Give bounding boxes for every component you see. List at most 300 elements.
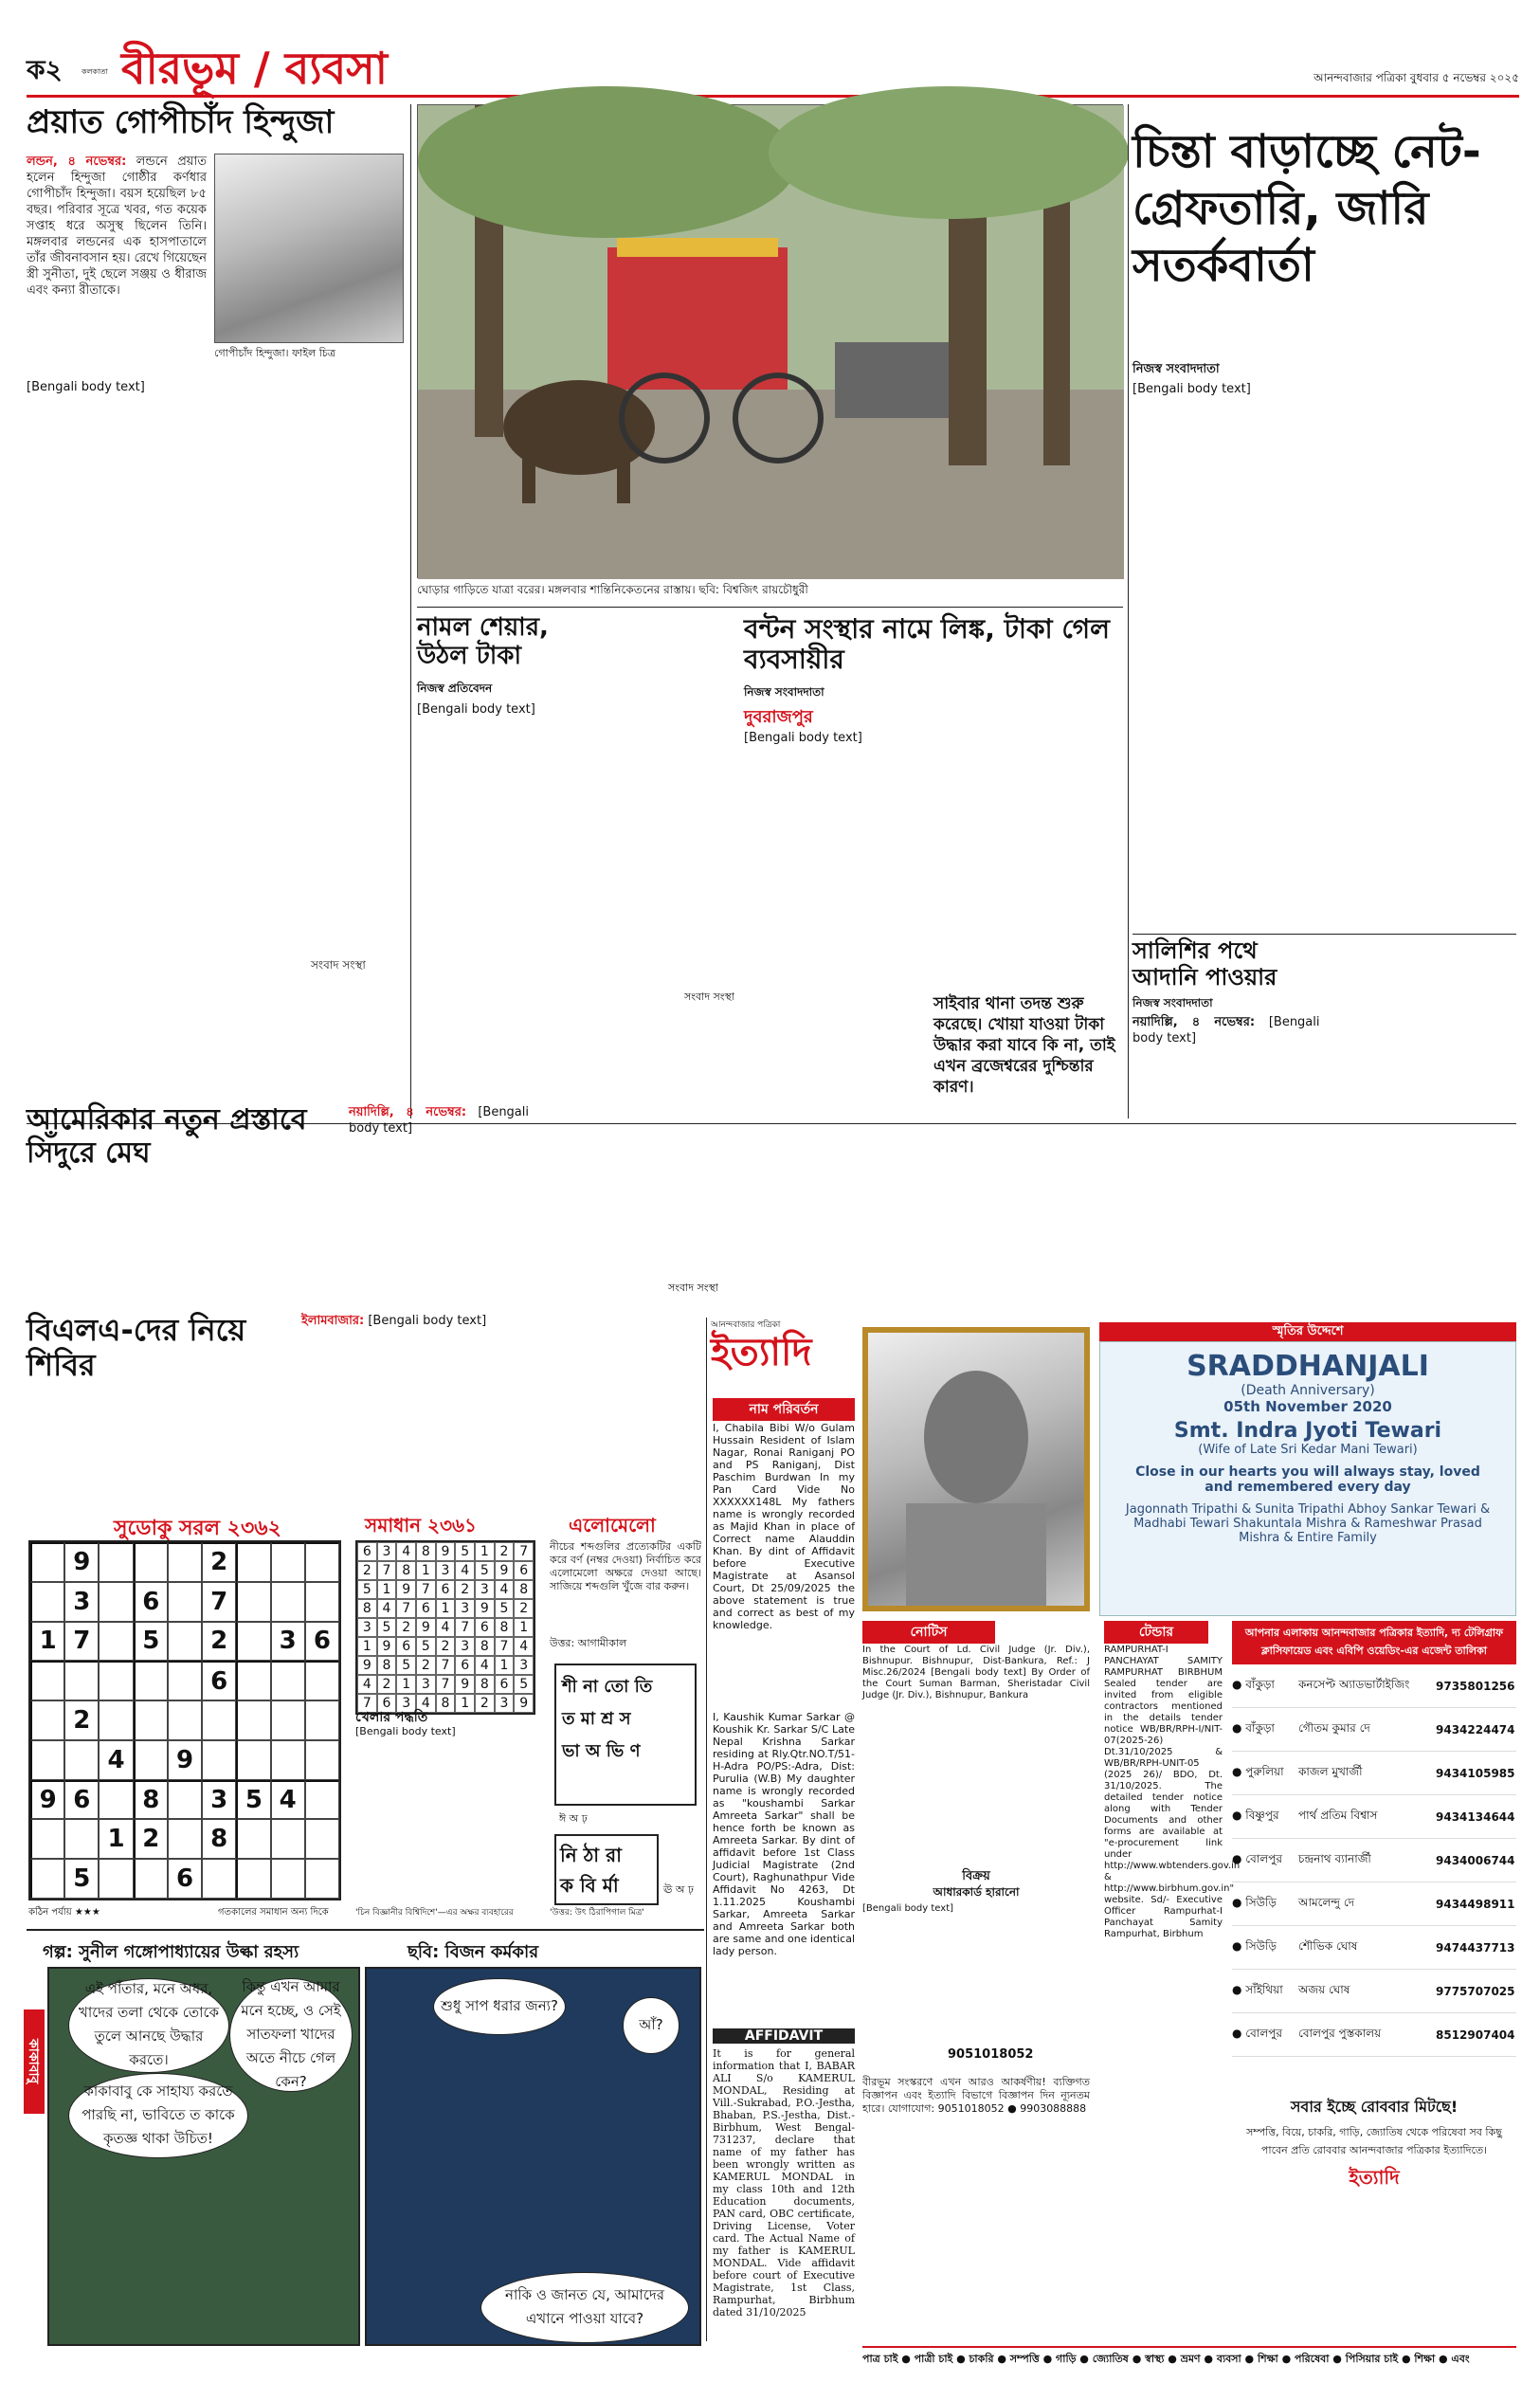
sudoku-cell: [271, 1740, 305, 1780]
agent-name: কাজল মুখার্জী: [1298, 1764, 1363, 1778]
jumble-box-5: ক বি র্মা: [560, 1874, 619, 1897]
hinduja-photo: [214, 154, 404, 343]
link-pullquote: সাইবার থানা তদন্ত শুরু করেছে। খোয়া যাওয়া টাকা উদ্ধার করা যাবে কি না, তাই এখন ব্রজেশ্বরের দুশ্চিন্তার কারণ।: [933, 994, 1115, 1098]
sudoku-cell: 6: [202, 1661, 236, 1700]
comic-bubble-3: কাকাবাবু কে সাহায্য করতে পারছি না, ভাবিতে ত কাকে কৃতজ্ঞ থাকা উচিত!: [68, 2073, 248, 2158]
tender-title: টেন্ডার: [1104, 1621, 1208, 1644]
bla-body: [301, 1313, 690, 1502]
hinduja-signoff: সংবাদ সংস্থা: [311, 958, 366, 972]
solution-cell: 5: [377, 1618, 397, 1637]
solution-cell: 1: [396, 1675, 416, 1694]
solution-cell: 2: [475, 1694, 495, 1713]
solution-cell: 3: [396, 1694, 416, 1713]
agent-name: পার্থ প্রতিম বিশ্বাস: [1298, 1808, 1378, 1822]
sudoku-cell: [271, 1700, 305, 1740]
solution-cell: 6: [475, 1618, 495, 1637]
sudoku-cell: 4: [271, 1780, 305, 1820]
solution-cell: 9: [436, 1542, 456, 1561]
solution-cell: 9: [514, 1694, 534, 1713]
rules-text: [Bengali body text]: [355, 1725, 456, 1737]
solution-cell: 1: [436, 1599, 456, 1618]
sudoku-cell: 8: [134, 1780, 168, 1820]
sudoku-cell: [202, 1859, 236, 1899]
sudoku-cell: [134, 1700, 168, 1740]
memorial-portrait: [862, 1327, 1090, 1611]
agent-place: ● বিষ্ণুপুর: [1232, 1808, 1279, 1822]
sudoku-grid: [28, 1540, 341, 1900]
solution-cell: 9: [475, 1599, 495, 1618]
sudoku-cell: 1: [99, 1819, 133, 1859]
solution-cell: 2: [396, 1618, 416, 1637]
agent-row: [1232, 1882, 1516, 1926]
solution-cell: 6: [455, 1656, 475, 1675]
sudoku-cell: 8: [202, 1819, 236, 1859]
solution-cell: 7: [416, 1580, 436, 1599]
jumble-sign-1: ঈ অ ঢ়: [559, 1812, 588, 1825]
share-story: [417, 614, 734, 1003]
hinduja-intro: [27, 154, 207, 372]
agent-row: [1232, 1926, 1516, 1970]
solution-cell: 4: [396, 1542, 416, 1561]
net-body: [Bengali body text]: [1132, 382, 1251, 396]
notice-text: In the Court of Ld. Civil Judge (Jr. Div.), Bishnupur. Bishnupur, Dist-Bankura, Ref.: J Misc.26/2024 [Bengali body text] By Order of the Court Suman Barman, Sheristadar Civil Judge (Jr. Div.), Bishnupur, Bankura: [862, 1645, 1090, 1700]
sudoku-cell: 9: [30, 1780, 64, 1820]
salish-story: [1132, 938, 1516, 1118]
bla-body-text: [Bengali body text]: [368, 1314, 487, 1328]
solution-cell: 8: [416, 1542, 436, 1561]
solution-cell: 7: [377, 1561, 397, 1580]
sudoku-cell: [168, 1700, 202, 1740]
solution-cell: 6: [436, 1580, 456, 1599]
agent-place: ● বোলপুর: [1232, 2026, 1283, 2040]
sudoku-sign-label: কঠিন পর্যায়: [28, 1907, 72, 1918]
sudoku-cell: [134, 1740, 168, 1780]
notice-title: নোটিস: [862, 1621, 995, 1644]
solution-cell: 1: [377, 1580, 397, 1599]
sudoku-cell: [305, 1542, 339, 1582]
salish-byline: নিজস্ব সংবাদদাতা: [1132, 996, 1213, 1009]
agent-row: [1232, 1839, 1516, 1882]
comic-bubble-1: এই পাঁতার, মনে অধর, খাদের তলা থেকে তোকে তুলে আনছে উদ্ধার করতে।: [68, 1978, 229, 2073]
agent-phone: 9434134644: [1436, 1809, 1515, 1824]
sudoku-sign-stars: ★★★: [74, 1907, 100, 1918]
bla-story: [27, 1313, 690, 1502]
memorial-family: Jagonnath Tripathi & Sunita Tripathi Abhoy Sankar Tewari & Madhabi Tewari Shakuntala Mishra & Rameshwar Prasad Mishra & Entire Family: [1125, 1502, 1491, 1545]
agents-panel: [1232, 1621, 1516, 2341]
solution-cell: 8: [436, 1694, 456, 1713]
america-signoff: সংবাদ সংস্থা: [667, 1282, 718, 1294]
solution-cell: 4: [475, 1656, 495, 1675]
solution-cell: 4: [416, 1694, 436, 1713]
rules-title: খেলার পদ্ধতি: [355, 1710, 428, 1725]
hinduja-headline: প্রয়াত গোপীচাঁদ হিন্দুজা: [27, 103, 335, 141]
sudoku-cell: 1: [30, 1622, 64, 1662]
jumble-box-3: ভা অ ভি ণ: [562, 1741, 641, 1762]
agent-phone: 9434498911: [1436, 1897, 1515, 1911]
main-photo-caption: ঘোড়ার গাড়িতে যাত্রা বরের। মঙ্গলবার শান্তিনিকেতনের রাস্তায়। ছবি: বিশ্বজিৎ রায়চৌধুরী: [417, 583, 808, 596]
agent-phone: 9434224474: [1436, 1722, 1515, 1736]
comic-title: গল্প: সুনীল গঙ্গোপাধ্যায়ের উল্কা রহস্য: [43, 1942, 299, 1962]
solution-cell: 3: [436, 1561, 456, 1580]
agent-phone: 9434105985: [1436, 1766, 1515, 1780]
sudoku-cell: [305, 1740, 339, 1780]
solution-cell: 7: [436, 1675, 456, 1694]
agent-row: [1232, 1970, 1516, 2013]
sudoku-cell: 7: [202, 1582, 236, 1622]
link-byline: নিজস্ব সংবাদদাতা: [744, 685, 824, 699]
sudoku-cell: [202, 1700, 236, 1740]
solution-cell: 5: [416, 1637, 436, 1656]
sudoku-cell: 2: [202, 1622, 236, 1662]
jumble-box-2: ত মা শ্র স: [562, 1709, 631, 1730]
share-signoff: সংবাদ সংস্থা: [683, 991, 734, 1003]
sudoku-cell: 5: [64, 1859, 99, 1899]
agent-name: চন্দ্রনাথ ব্যানার্জী: [1298, 1851, 1371, 1865]
sudoku-cell: [30, 1582, 64, 1622]
solution-cell: 4: [455, 1561, 475, 1580]
sudoku-cell: 6: [64, 1780, 99, 1820]
solution-cell: 9: [377, 1637, 397, 1656]
sudoku-cell: 6: [305, 1622, 339, 1662]
solution-cell: 2: [377, 1675, 397, 1694]
sudoku-cell: [236, 1859, 270, 1899]
solution-cell: 4: [436, 1618, 456, 1637]
hinduja-story: [27, 104, 406, 1123]
sudoku-cell: [99, 1700, 133, 1740]
bla-dateline: ইলামবাজার:: [301, 1314, 365, 1328]
agent-place: ● সাঁইথিয়া: [1232, 1982, 1283, 1996]
sudoku-cell: [271, 1819, 305, 1859]
solution-cell: 9: [396, 1580, 416, 1599]
solution-cell: 5: [396, 1656, 416, 1675]
sudoku-cell: [305, 1859, 339, 1899]
solution-cell: 2: [357, 1561, 377, 1580]
sudoku-cell: [99, 1582, 133, 1622]
sudoku-cell: [134, 1859, 168, 1899]
agent-name: বোলপুর পুস্তকালয়: [1298, 2026, 1382, 2040]
solution-cell: 5: [357, 1580, 377, 1599]
solution-cell: 6: [377, 1694, 397, 1713]
sudoku-cell: [168, 1819, 202, 1859]
net-byline: নিজস্ব সংবাদদাতা: [1132, 362, 1220, 376]
sudoku-cell: 3: [202, 1780, 236, 1820]
solution-cell: 6: [396, 1637, 416, 1656]
agent-place: ● বাঁকুড়া: [1232, 1720, 1275, 1735]
sudoku-cell: [168, 1582, 202, 1622]
solution-cell: 1: [495, 1656, 515, 1675]
hinduja-dateline: লন্ডন, ৪ নভেম্বর:: [27, 155, 127, 169]
comic-panel-1: [47, 1967, 360, 2346]
jumble-intro: নীচের শব্দগুলির প্রত্যেকটির একটি করে বর্ণ (নম্বর দেওয়া) নির্বাচিত করে এলোমেলো অক্ষরে দেওয়া আছে। সাজিয়ে শব্দগুলি খুঁজে বার করুন।: [550, 1540, 701, 1592]
link-body: [Bengali body text]: [744, 731, 862, 745]
america-headline: আমেরিকার নতুন প্রস্তাবে সিঁদুরে মেঘ: [27, 1103, 307, 1170]
agent-place: ● বাঁকুড়া: [1232, 1677, 1275, 1691]
sudoku-cell: [134, 1542, 168, 1582]
solution-cell: 7: [495, 1637, 515, 1656]
solution-cell: 1: [455, 1694, 475, 1713]
salish-body: [1132, 1014, 1516, 1118]
solution-cell: 3: [416, 1675, 436, 1694]
memorial-title: SRADDHANJALI: [1187, 1350, 1429, 1383]
link-headline: বন্টন সংস্থার নামে লিঙ্ক, টাকা গেল ব্যবসায়ীর: [744, 613, 1110, 676]
agents-footer-brand: ইত্যাদি: [1349, 2166, 1400, 2189]
solution-cell: 2: [416, 1656, 436, 1675]
agent-row: [1232, 1752, 1516, 1795]
sudoku-cell: 9: [168, 1740, 202, 1780]
sudoku-cell: [99, 1622, 133, 1662]
agent-phone: 9735801256: [1436, 1679, 1515, 1693]
solution-cell: 1: [357, 1637, 377, 1656]
name-change-2: I, Kaushik Kumar Sarkar @ Koushik Kr. Sarkar S/C Late Nepal Krishna Sarkar residing at Rly.Qtr.NO.T/51-H-Adra PO/PS:-Adra, Dist: Purulia (W.B) My daughter name is wrongly recorded as "koushambi Sarkar Amreeta Sarkar" shall be hence forth be known as Amreeta Sarkar. By dint of affidavit before 1st Class Judicial Magistrate (2nd Court), Raghunathpur Vide Affidavit No 4263, Dt 1.11.2025 Koushambi Sarkar, Amreeta Sarkar and Amreeta Sarkar both are same and one identical lady person.: [713, 1711, 855, 1957]
sudoku-cell: 2: [134, 1819, 168, 1859]
ittadi-small: আনন্দবাজার পত্রিকা: [711, 1320, 781, 1330]
solution-cell: 4: [514, 1637, 534, 1656]
solution-cell: 8: [475, 1637, 495, 1656]
solution-cell: 4: [495, 1580, 515, 1599]
solution-cell: 6: [495, 1675, 515, 1694]
sudoku-cell: [64, 1740, 99, 1780]
sudoku-cell: [168, 1780, 202, 1820]
bottom-strip: পাত্র চাই ● পাত্রী চাই ● চাকরি ● সম্পত্তি ● গাড়ি ● জ্যোতিষ ● স্বাস্থ্য ● ভ্রমণ ● ব্যবসা ● শিক্ষা ● পরিষেবা ● পিসিয়ার চাই ● শিক্ষা ● এবং: [862, 2346, 1516, 2369]
solution-cell: 3: [455, 1637, 475, 1656]
comic-bubble-4: শুধু সাপ ধরার জন্য?: [433, 1978, 566, 2035]
sudoku-cell: 5: [134, 1622, 168, 1662]
sudoku-cell: [305, 1661, 339, 1700]
sudoku-cell: [305, 1582, 339, 1622]
share-byline: নিজস্ব প্রতিবেদন: [417, 682, 493, 695]
share-body: [Bengali body text]: [417, 702, 535, 717]
bla-headline: বিএলএ-দের নিয়ে শিবির: [27, 1312, 246, 1383]
net-headline: চিন্তা বাড়াচ্ছে নেট-গ্রেফতারি, জারি সতর্কবার্তা: [1132, 125, 1481, 292]
sudoku-cell: [271, 1859, 305, 1899]
kolkata-mark: কলকাতা: [82, 67, 108, 76]
solution-cell: 7: [396, 1599, 416, 1618]
agent-row: [1232, 1664, 1516, 1708]
agent-phone: 9434006744: [1436, 1853, 1515, 1867]
solution-cell: 2: [514, 1599, 534, 1618]
solution-cell: 8: [495, 1618, 515, 1637]
agent-name: শৌভিক ঘোষ: [1298, 1938, 1358, 1953]
main-photo: [417, 104, 1123, 578]
sudoku-cell: [236, 1740, 270, 1780]
agents-footer: সম্পত্তি, বিয়ে, চাকরি, গাড়ি, জ্যোতিষ থেকে পরিষেবা সব কিছু পাবেন প্রতি রোববার আনন্দবাজার পত্রিকার ইত্যাদিতে।: [1246, 2126, 1502, 2156]
jumble-sign-2: ঊ অ ঢ়: [663, 1883, 694, 1896]
net-story: [1132, 123, 1516, 929]
agent-place: ● পুরুলিয়া: [1232, 1764, 1284, 1778]
comic-bubble-6: নাকি ও জানত যে, আমাদের এখানে পাওয়া যাবে?: [480, 2272, 689, 2343]
solution-cell: 3: [475, 1580, 495, 1599]
link-dateline: দুবরাজপুর: [744, 707, 813, 727]
comic-side-label: কাকাবাবু: [24, 2009, 45, 2114]
solution-grid: [355, 1540, 535, 1715]
sudoku-note: গতকালের সমাধান অন্য দিকে: [218, 1907, 329, 1918]
agent-place: ● সিউড়ি: [1232, 1938, 1277, 1953]
sudoku-cell: [202, 1740, 236, 1780]
sudoku-cell: 4: [99, 1740, 133, 1780]
sudoku-cell: [236, 1661, 270, 1700]
sudoku-cell: [271, 1661, 305, 1700]
memorial-date: 05th November 2020: [1223, 1398, 1392, 1415]
solution-cell: 8: [396, 1561, 416, 1580]
paper-date: আনন্দবাজার পত্রিকা বুধবার ৫ নভেম্বর ২০২৫: [1314, 71, 1519, 84]
jumble-credit-left: 'চিন বিজ্ঞানীর বিশ্বিদিশে'—এর অক্ষর ব্যবহারের: [355, 1908, 514, 1918]
agent-place: ● সিউড়ি: [1232, 1895, 1277, 1909]
sudoku-sign: [28, 1905, 100, 1921]
ittadi-phone: 9051018052: [948, 2047, 1034, 2062]
sudoku-title: সুডোকু সরল ২৩৬২: [114, 1517, 281, 1540]
solution-cell: 5: [514, 1675, 534, 1694]
share-headline: নামল শেয়ার, উঠল টাকা: [417, 613, 549, 670]
tender-text: RAMPURHAT-I PANCHAYAT SAMITY RAMPURHAT BIRBHUM Sealed tender are invited from eligible contractors mentioned in the details tender notice WB/BR/RPH-I/NIT-07(2025-26) Dt.31/10/2025 & WB/BR/RPH-UNIT-05 (2025 26)/ BDO, Dt. 31/10/2025. The detailed tender notice along with Tender Documents and other forms are available at "e-procurement link under http://www.wbtenders.gov.in & http://www.birbhum.gov.in" website. Sd/- Executive Officer Rampurhat-I Panchayat Samity Rampurhat, Birbhum: [1104, 1645, 1241, 1939]
agents-footer-title: সবার ইচ্ছে রোববার মিটছে!: [1290, 2098, 1458, 2116]
sudoku-cell: 6: [168, 1859, 202, 1899]
sudoku-cell: 5: [236, 1780, 270, 1820]
sudoku-cell: [236, 1622, 270, 1662]
america-body-text: [Bengali body text]: [349, 1105, 529, 1136]
header-rule: [27, 95, 1519, 98]
sudoku-cell: [305, 1700, 339, 1740]
sudoku-cell: [305, 1780, 339, 1820]
sudoku-cell: 7: [64, 1622, 99, 1662]
portrait-silhouette: [868, 1333, 1084, 1606]
solution-cell: 5: [475, 1561, 495, 1580]
agent-row: [1232, 1795, 1516, 1839]
sale-title: বিক্রয়: [962, 1869, 990, 1883]
solution-cell: 1: [416, 1561, 436, 1580]
solution-cell: 6: [416, 1599, 436, 1618]
jumble-answer-note: উত্তর: আগামীকাল: [550, 1637, 627, 1649]
name-change-1: I, Chabila Bibi W/o Gulam Hussain Resident of Islam Nagar, Ronai Raniganj PO and PS Raniganj, Dist Paschim Burdwan In my Pan Card Vide No XXXXXX148L My fathers name is wrongly recorded as Majid Khan in place of Correct name Alauddin Khan. By dint of Affidavit before Executive Magistrate at Asansol Court, Dt 25/09/2025 the above statement is true and correct as best of my knowledge.: [713, 1422, 855, 1631]
affidavit-text: It is for general information that I, BABAR ALI S/o KAMERUL MONDAL, Residing at Vill.-Sukrabad, P.O.-Jestha, Bhaban, P.S.-Jestha, Dist.-Birbhum, West Bengal-731237, declare that name of my father has been wrongly written as KAMERUL MONDAL in my class 10th and 12th Education documents, PAN card, OBC certificate, Driving License, Voter card. The Actual Name of my father is KAMERUL MONDAL. Vide affidavit before court of Executive Magistrate, 1st Class, Rampurhat, Birbhum dated 31/10/2025: [713, 2047, 855, 2318]
solution-cell: 7: [436, 1656, 456, 1675]
solution-cell: 8: [377, 1656, 397, 1675]
solution-cell: 8: [475, 1675, 495, 1694]
agent-row: [1232, 1708, 1516, 1752]
sudoku-cell: [271, 1582, 305, 1622]
agent-name: গৌতম কুমার দে: [1298, 1720, 1370, 1735]
comic-bubble-5: আঁ?: [623, 1997, 679, 2054]
sudoku-cell: [64, 1661, 99, 1700]
sudoku-cell: 6: [134, 1582, 168, 1622]
solution-cell: 9: [455, 1675, 475, 1694]
solution-cell: 2: [495, 1542, 515, 1561]
memorial-name: Smt. Indra Jyoti Tewari: [1173, 1419, 1442, 1443]
comic-credit: ছবি: বিজন কর্মকার: [408, 1942, 539, 1962]
solution-cell: 8: [357, 1599, 377, 1618]
affidavit-title: AFFIDAVIT: [713, 2028, 855, 2044]
solution-cell: 7: [514, 1542, 534, 1561]
solution-cell: 9: [416, 1618, 436, 1637]
agent-name: কনসেপ্ট অ্যাডভার্টাইজিং: [1298, 1677, 1410, 1691]
sudoku-cell: [30, 1740, 64, 1780]
sudoku-cell: [236, 1700, 270, 1740]
page-number: ক২: [27, 54, 63, 85]
jumble-box-1: শী না তো তি: [562, 1677, 653, 1697]
america-body: [349, 1104, 718, 1275]
sudoku-cell: [168, 1622, 202, 1662]
notice-footer: বীরভূম সংস্করণে এখন আরও আকর্ষণীয়! ব্যক্তিগত বিজ্ঞাপন এবং ইত্যাদি বিভাগে বিজ্ঞাপন দিন ন্যূনতম হারে। যোগাযোগ: 9051018052 ● 9903088888: [862, 2076, 1090, 2115]
sudoku-cell: [99, 1661, 133, 1700]
ittadi-masthead: [711, 1318, 853, 1393]
solution-cell: 1: [514, 1618, 534, 1637]
solution-cell: 2: [455, 1580, 475, 1599]
solution-cell: 6: [514, 1561, 534, 1580]
sudoku-cell: [134, 1661, 168, 1700]
jumble-title: এলোমেলো: [569, 1514, 656, 1536]
memorial-subtitle: (Death Anniversary): [1241, 1383, 1375, 1398]
agent-phone: 9775707025: [1436, 1984, 1515, 1998]
solution-cell: 9: [495, 1561, 515, 1580]
jumble-credit-right: 'উত্তর: উৎ ঠিরাপিগাল মিত্র': [550, 1908, 644, 1918]
solution-cell: 7: [455, 1618, 475, 1637]
sudoku-cell: [30, 1542, 64, 1582]
sudoku-cell: [30, 1700, 64, 1740]
hinduja-body: [Bengali body text]: [27, 380, 145, 394]
link-story: [744, 614, 1123, 1117]
solution-cell: 4: [377, 1599, 397, 1618]
sudoku-cell: [305, 1819, 339, 1859]
agents-list: [1232, 1664, 1516, 2057]
sudoku-cell: [236, 1582, 270, 1622]
sudoku-cell: [168, 1542, 202, 1582]
memorial-message: Close in our hearts you will always stay, loved and remembered every day: [1135, 1464, 1480, 1495]
ittadi-title: ইত্যাদি: [711, 1331, 812, 1374]
sudoku-cell: [99, 1780, 133, 1820]
agent-phone: 8512907404: [1436, 2027, 1515, 2042]
solution-title: সমাধান ২৩৬১: [365, 1514, 478, 1536]
hinduja-intro-text: লন্ডনে প্রয়াত হলেন হিন্দুজা গোষ্ঠীর কর্ণধার গোপীচাঁদ হিন্দুজা। বয়স হয়েছিল ৮৫ বছর। পরিবার সূত্রে খবর, গত কয়েক সপ্তাহ ধরে অসুস্থ ছিলেন তিনি। মঙ্গলবার লন্ডনের এক হাসপাতালে তাঁর জীবনাবসান হয়। রেখে গিয়েছেন স্ত্রী সুনীতা, দুই ছেলে সঞ্জয় ও ধীরাজ এবং কন্যা রীতাকে।: [27, 155, 207, 298]
agent-name: আমলেন্দু দে: [1298, 1895, 1355, 1909]
sudoku-cell: [30, 1819, 64, 1859]
agent-phone: 9474437713: [1436, 1940, 1515, 1955]
agent-name: অজয় ঘোষ: [1298, 1982, 1350, 1996]
sudoku-cell: [30, 1859, 64, 1899]
america-dateline: নয়াদিল্লি, ৪ নভেম্বর:: [349, 1105, 467, 1119]
solution-cell: 5: [455, 1542, 475, 1561]
agent-row: [1232, 2013, 1516, 2057]
solution-cell: 7: [357, 1694, 377, 1713]
sudoku-cell: [64, 1819, 99, 1859]
salish-headline: সালিশির পথে আদানি পাওয়ার: [1132, 937, 1277, 991]
agents-header: আপনার এলাকায় আনন্দবাজার পত্রিকার ইত্যাদি, দ্য টেলিগ্রাফ ক্লাসিফায়েড এবং এবিপি ওয়েডিং-এর এজেন্ট তালিকা: [1232, 1621, 1516, 1664]
solution-cell: 2: [436, 1637, 456, 1656]
sudoku-cell: 2: [202, 1542, 236, 1582]
solution-cell: 1: [475, 1542, 495, 1561]
memorial-ad: [1099, 1341, 1516, 1616]
jumble-box-group: [554, 1664, 697, 1806]
salish-dateline: নয়াদিল্লি, ৪ নভেম্বর:: [1132, 1015, 1256, 1029]
sudoku-cell: 3: [271, 1622, 305, 1662]
sudoku-cell: [99, 1542, 133, 1582]
sudoku-cell: [236, 1542, 270, 1582]
sudoku-cell: [30, 1661, 64, 1700]
solution-cell: 3: [514, 1656, 534, 1675]
america-story: [27, 1104, 718, 1294]
sale-text: [Bengali body text]: [862, 1903, 954, 1914]
sudoku-cell: 2: [64, 1700, 99, 1740]
solution-cell: 3: [455, 1599, 475, 1618]
solution-cell: 4: [357, 1675, 377, 1694]
jumble-box-group-2: [554, 1834, 659, 1905]
horse-carriage-illustration: [418, 105, 1124, 579]
sudoku-cell: 9: [64, 1542, 99, 1582]
sudoku-cell: [99, 1859, 133, 1899]
section-title: বীরভূম / ব্যবসা: [121, 43, 388, 94]
name-change-title: নাম পরিবর্তন: [713, 1398, 855, 1421]
page-header: [27, 36, 1519, 93]
memorial-relation: (Wife of Late Sri Kedar Mani Tewari): [1198, 1443, 1418, 1457]
solution-cell: 5: [495, 1599, 515, 1618]
